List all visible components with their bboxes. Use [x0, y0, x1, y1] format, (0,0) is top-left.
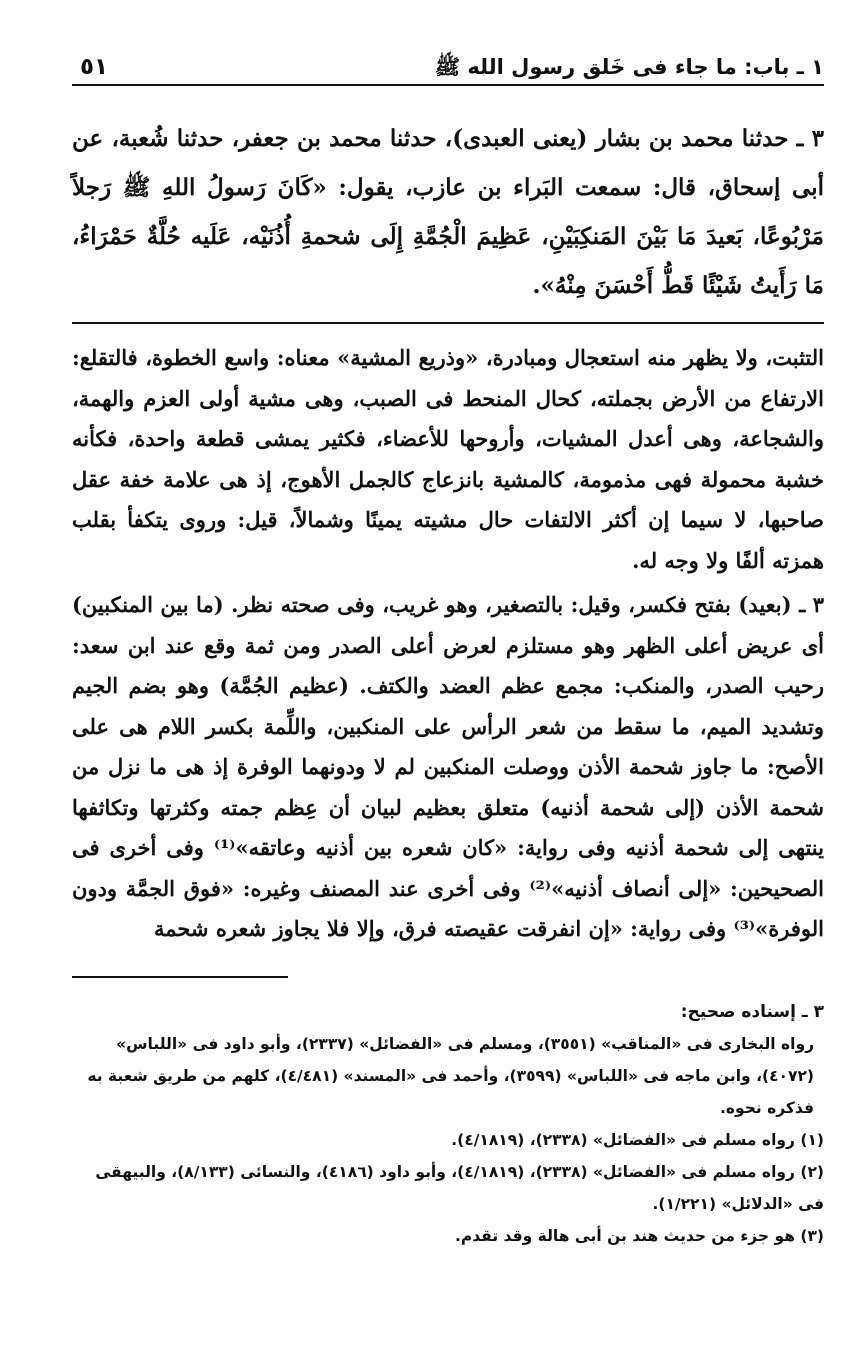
- hadith-matn: «كَانَ رَسولُ اللهِ ﷺ رَجلاً مَرْبُوعًا، بَعيدَ مَا بَيْنَ المَنكِبَيْنِ، عَظِيمَ الْجُمَّةِ إِلَى شحمةِ أُذُنَيْه، عَلَيه حُلَّةٌ حَمْرَاءُ، مَا رَأَيتُ شَيْئًا قَطُّ أَحْسَنَ مِنْهُ».: [72, 174, 824, 299]
- footnote-item: (٣) هو جزء من حديث هند بن أبى هالة وقد تقدم.: [454, 1226, 824, 1245]
- page-number: ٥١: [80, 54, 109, 80]
- footnote-heading: ٣ ـ إسناده صحيح:: [680, 1001, 824, 1022]
- hadith-text: [72, 114, 824, 310]
- footnote-item: (١) رواه مسلم فى «الفضائل» (٢٣٣٨)، (٤/١٨١٩).: [451, 1130, 824, 1149]
- chapter-title: ١ ـ باب: ما جاء فى خَلق رسول الله ﷺ: [434, 55, 824, 79]
- hadith-isnad: ٣ ـ حدثنا محمد بن بشار (يعنى العبدى)، حدثنا محمد بن جعفر، حدثنا شُعبة، عن أبى إسحاق، قال: سمعت البَراء بن عازب، يقول:: [72, 125, 824, 201]
- page-header: [72, 40, 824, 86]
- book-page: [72, 40, 824, 1252]
- footnotes: [72, 996, 824, 1252]
- commentary-paragraph: التثبت، ولا يظهر منه استعجال ومبادرة، «وذريع المشية» معناه: واسع الخطوة، فالتقلع: الارتفاع من الأرض بجملته، كحال المنحط فى الصبب، وهى مشية أولى العزم والهمة، والشجاعة، وهى أعدل المشيات، وأروحها للأعضاء، فكثير يمشى قطعة واحدة، فكأنه خشبة محمولة فهى مذمومة، كالمشية بانزعاج كالجمل الأهوج، إذ هى علامة خفة عقل صاحبها، لا سيما إن أكثر الالتفات حال مشيته يمينًا وشمالاً، قيل: وروى يتكفأ بقلب همزته ألفًا ولا وجه له.: [72, 345, 824, 573]
- footnote-divider: [72, 976, 288, 978]
- commentary: [72, 338, 824, 950]
- section-divider: [72, 322, 824, 324]
- footnote-item: (٢) رواه مسلم فى «الفضائل» (٢٣٣٨)، (٤/١٨١٩)، وأبو داود (٤١٨٦)، والنسائى (٨/١٣٣)، والبيهقى فى «الدلائل» (١/٢٢١).: [95, 1162, 824, 1213]
- commentary-paragraph: ٣ ـ (بعيد) بفتح فكسر، وقيل: بالتصغير، وهو غريب، وفى صحته نظر. (ما بين المنكبين) أى عريض أعلى الظهر وهو مستلزم لعرض أعلى الصدر ومن ثمة وقع عند ابن سعد: رحيب الصدر، والمنكب: مجمع عظم العضد والكتف. (عظيم الجُمَّة) وهو بضم الجيم وتشديد الميم، ما سقط من شعر الرأس على المنكبين، واللِّمة بكسر اللام هى على الأصح: ما جاوز شحمة الأذن ووصلت المنكبين لم لا ودونهما الوفرة إذ هى ما نزل من شحمة الأذن (إلى شحمة أذنيه) متعلق بعظيم لبيان أن عِظم جمته وكثرتها وتكاثفها ينتهى إلى شحمة أذنيه وفى رواية: «كان شعره بين أذنيه وعاتقه»⁽¹⁾ وفى أخرى فى الصحيحين: «إلى أنصاف أذنيه»⁽²⁾ وفى أخرى عند المصنف وغيره: «فوق الجمَّة ودون الوفرة»⁽³⁾ وفى رواية: «إن انفرقت عقيصته فرق، وإلا فلا يجاوز شعره شحمة: [72, 592, 824, 941]
- footnote-source: رواه البخارى فى «المناقب» (٣٥٥١)، ومسلم فى «الفضائل» (٢٣٣٧)، وأبو داود فى «اللباس» (٤٠٧٢)، وابن ماجه فى «اللباس» (٣٥٩٩)، وأحمد فى «المسند» (٤/٤٨١)، كلهم من طريق شعبة به فذكره نحوه.: [87, 1034, 814, 1117]
